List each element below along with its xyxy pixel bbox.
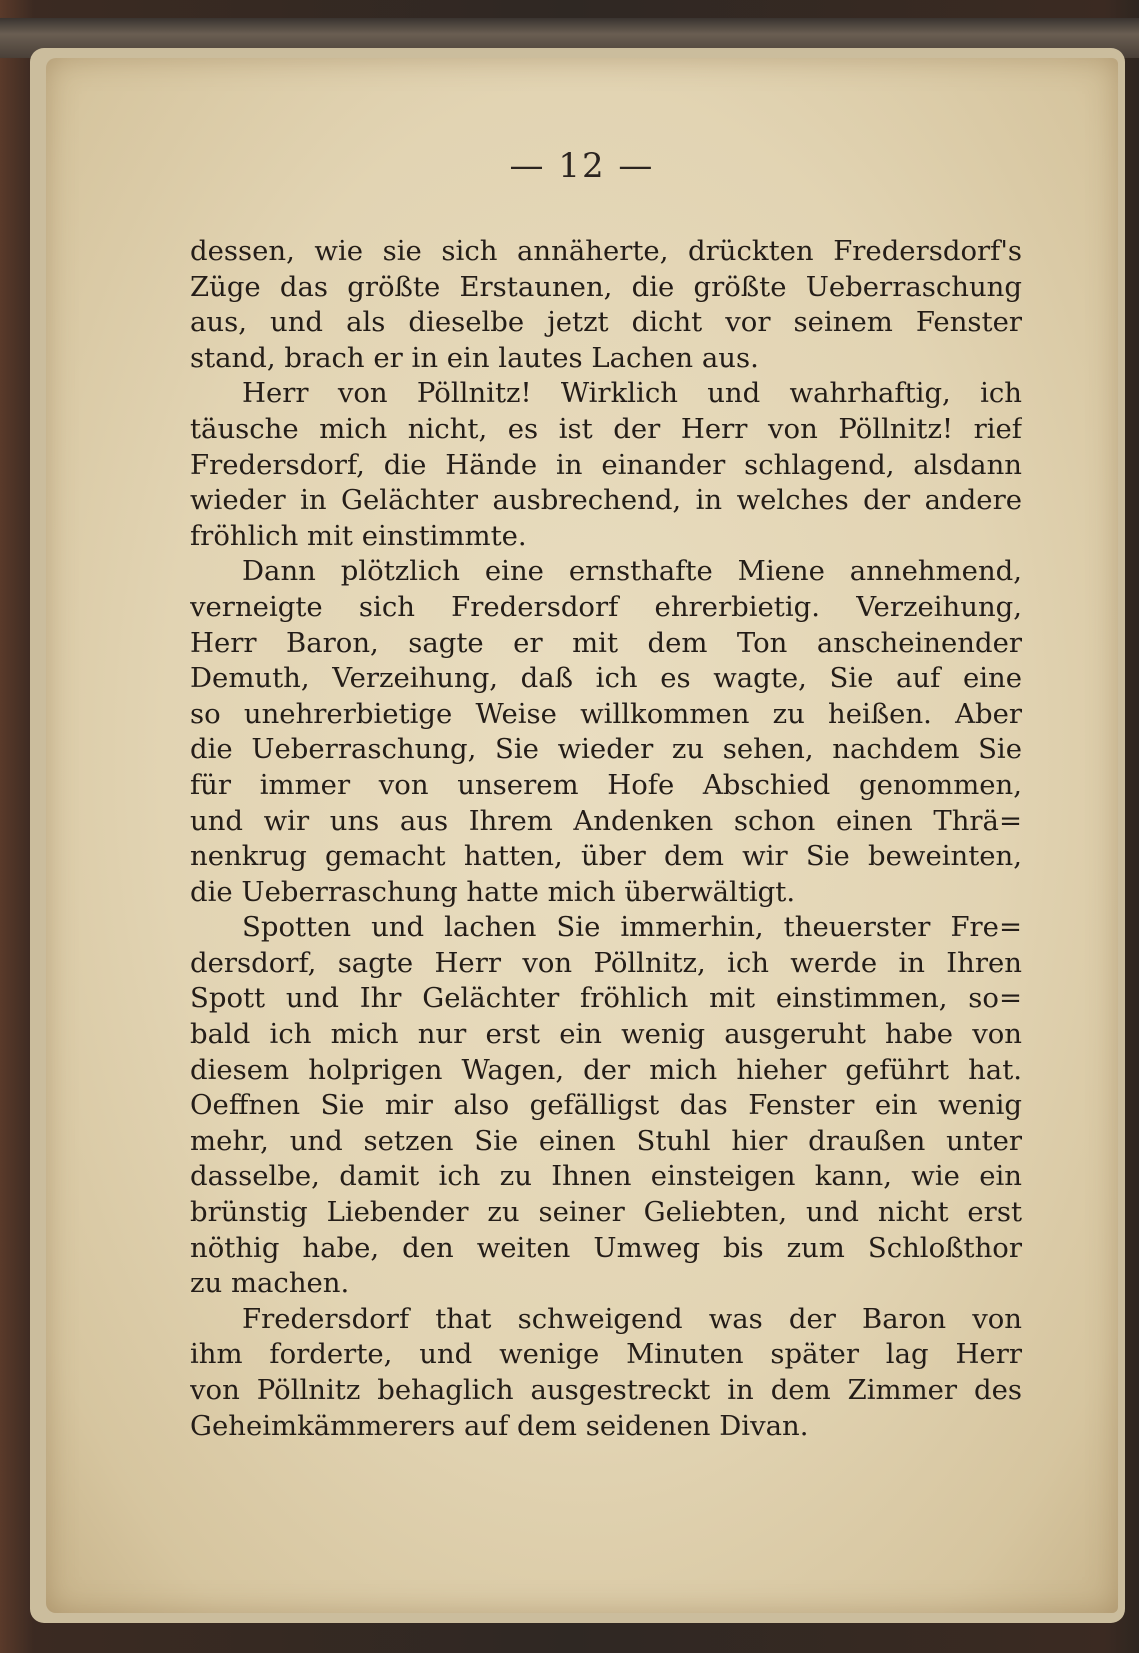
text-line: so unehrerbietige Weise willkommen zu heißen. Aber [190,697,1022,730]
text-line: nenkrug gemacht hatten, über dem wir Sie beweinten, [190,840,1022,873]
body-text [190,234,1022,1444]
text-line: diesem holprigen Wagen, der mich hieher geführt hat. [190,1053,1022,1086]
text-line: aus, und als dieselbe jetzt dicht vor seinem Fenster [190,306,1022,339]
text-line: von Pöllnitz behaglich ausgestreckt in dem Zimmer des [190,1374,1022,1406]
text-line: brünstig Liebender zu seiner Geliebten, und nicht erst [190,1196,1022,1229]
text-line: dasselbe, damit ich zu Ihnen einsteigen kann, wie ein [190,1160,1022,1193]
text-line: und wir uns aus Ihrem Andenken schon einen Thrä= [190,804,1022,837]
text-line: Oeffnen Sie mir also gefälligst das Fenster ein wenig [190,1089,1022,1122]
text-line: die Ueberraschung, Sie wieder zu sehen, nachdem Sie [190,733,1022,766]
text-line: die Ueberraschung hatte mich überwältigt. [190,875,796,908]
book-page [46,58,1118,1613]
text-line: Herr von Pöllnitz! Wirklich und wahrhaftig, ich [242,377,1022,410]
text-line: Züge das größte Erstaunen, die größte Ueberraschung [190,270,1022,303]
text-line: wieder in Gelächter ausbrechend, in welches der andere [190,484,1022,517]
text-line: nöthig habe, den weiten Umweg bis zum Schloßthor [190,1231,1022,1264]
text-line: ihm forderte, und wenige Minuten später lag Herr [190,1338,1022,1371]
text-line: zu machen. [190,1267,350,1300]
text-line: bald ich mich nur erst ein wenig ausgeruht habe von [190,1018,1022,1051]
text-line: Demuth, Verzeihung, daß ich es wagte, Sie auf eine [190,662,1022,695]
text-line: täusche mich nicht, es ist der Herr von Pöllnitz! rief [190,412,1022,445]
text-line: dessen, wie sie sich annäherte, drückten Fredersdorf's [190,235,1022,267]
text-line: für immer von unserem Hofe Abschied genommen, [190,768,1022,801]
text-line: Fredersdorf, die Hände in einander schlagend, alsdann [190,448,1022,481]
text-line: Geheimkämmerers auf dem seidenen Divan. [190,1409,809,1442]
text-line: Fredersdorf that schweigend was der Baron von [242,1302,1022,1335]
text-line: mehr, und setzen Sie einen Stuhl hier draußen unter [190,1124,1022,1157]
text-line: stand, brach er in ein lautes Lachen aus. [190,341,759,374]
text-line: fröhlich mit einstimmte. [190,519,527,552]
text-line: Dann plötzlich eine ernsthafte Miene annehmend, [242,555,1022,588]
text-line: dersdorf, sagte Herr von Pöllnitz, ich werde in Ihren [190,946,1022,979]
text-line: Herr Baron, sagte er mit dem Ton anscheinender [190,626,1022,659]
page-number: — 12 — [509,146,655,186]
text-line: verneigte sich Fredersdorf ehrerbietig. Verzeihung, [190,590,1022,623]
text-line: Spotten und lachen Sie immerhin, theuerster Fre= [242,911,1022,944]
text-line: Spott und Ihr Gelächter fröhlich mit einstimmen, so= [190,982,1022,1015]
